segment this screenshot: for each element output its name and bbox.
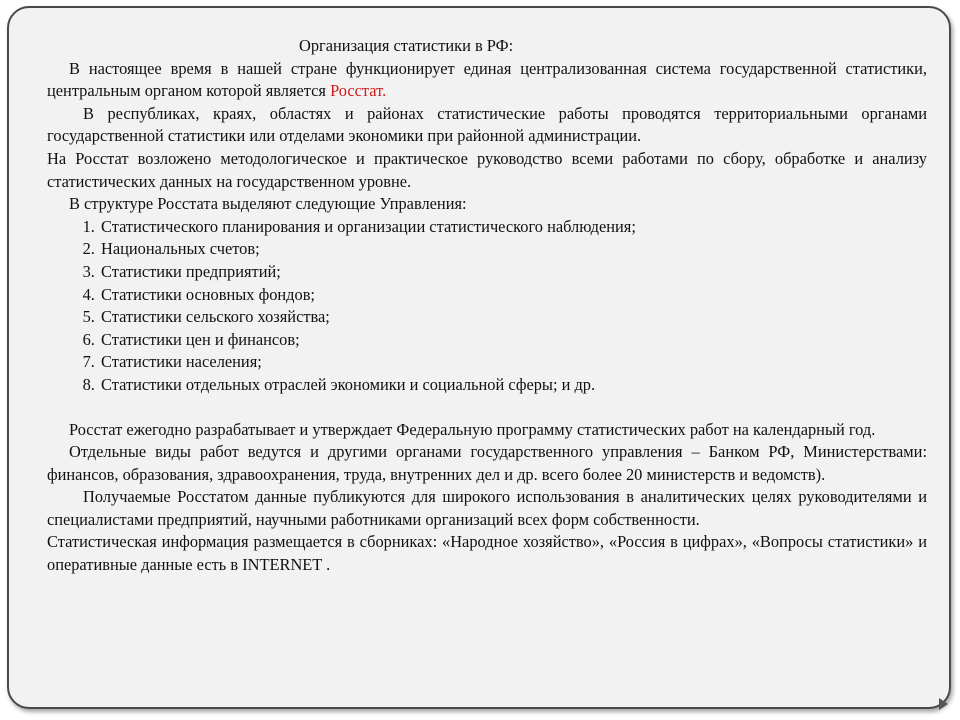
list-item: 7. Статистики населения; bbox=[99, 351, 927, 374]
next-slide-arrow-icon[interactable] bbox=[939, 698, 948, 710]
list-item: 1. Статистического планирования и организации статистического наблюдения; bbox=[99, 216, 927, 239]
list-item: 2. Национальных счетов; bbox=[99, 238, 927, 261]
paragraph-methodology: На Росстат возложено методологическое и практическое руководство всеми работами по сбору, обработке и анализу статистических данных на государственном уровне. bbox=[47, 148, 927, 191]
paragraph-rosstat-intro bbox=[47, 58, 927, 103]
paragraph-collections: Статистическая информация размещается в сборниках: «Народное хозяйство», «Россия в цифрах», «Вопросы статистики» и оперативные данные есть в INTERNET . bbox=[47, 532, 927, 575]
paragraph-other-agencies: Отдельные виды работ ведутся и другими органами государственного управления – Банком РФ, Министерствами: финансов, образования, здравоохранения, труда, внутренних дел и др. всего более 20 министерств и ведомств). bbox=[47, 442, 927, 484]
rosstat-highlight: Росстат. bbox=[330, 81, 387, 101]
slide-content bbox=[47, 35, 927, 577]
list-intro: В структуре Росстата выделяют следующие Управления: bbox=[69, 194, 467, 214]
paragraph-text: В настоящее время в нашей стране функционирует единая централизованная система государственной статистики, центральным органом которой является bbox=[47, 58, 927, 101]
spacer bbox=[47, 397, 927, 419]
paragraph-federal-program: Росстат ежегодно разрабатывает и утверждает Федеральную программу статистических работ на календарный год. bbox=[69, 419, 876, 439]
list-item: 5. Статистики сельского хозяйства; bbox=[99, 306, 927, 329]
list-item: 3. Статистики предприятий; bbox=[99, 261, 927, 284]
paragraph-regional: В республиках, краях, областях и районах статистические работы проводятся территориальными органами государственной статистики или отделами экономики при районной администрации. bbox=[47, 103, 927, 146]
paragraph-publication: Получаемые Росстатом данные публикуются для широкого использования в аналитических целях руководителями и специалистами предприятий, научными работниками организаций всех форм собственности. bbox=[47, 487, 927, 529]
departments-list bbox=[47, 216, 927, 397]
list-item: 8. Статистики отдельных отраслей экономики и социальной сферы; и др. bbox=[99, 374, 927, 397]
slide-title: Организация статистики в РФ: bbox=[299, 36, 514, 55]
list-item: 6. Статистики цен и финансов; bbox=[99, 329, 927, 352]
list-item: 4. Статистики основных фондов; bbox=[99, 284, 927, 307]
